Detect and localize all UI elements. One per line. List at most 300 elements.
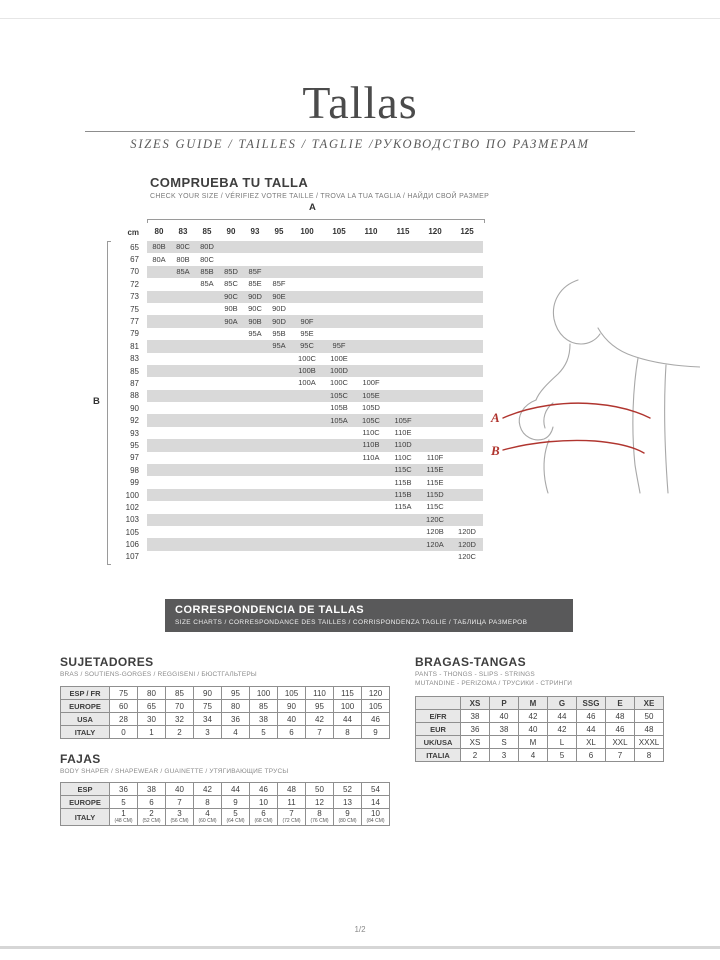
size-cell: 80A	[152, 254, 166, 264]
size-cell: 80B	[176, 254, 190, 264]
bras-table-wrap	[60, 686, 390, 739]
size-cells	[147, 241, 483, 253]
size-cells	[147, 315, 483, 327]
value-cell: 46	[577, 710, 606, 723]
value-cell: 52	[334, 783, 362, 796]
size-cell: 120A	[426, 539, 444, 549]
waist-outline-path	[544, 440, 549, 493]
value-cell: 4	[519, 749, 548, 762]
cm-sublabel: (80 CM)	[338, 818, 357, 824]
table-row	[61, 700, 390, 713]
value-cell: XS	[461, 736, 490, 749]
size-row	[113, 353, 483, 365]
column-header: 110	[364, 227, 378, 236]
size-row	[113, 464, 483, 476]
value-cell: 46	[250, 783, 278, 796]
row-label-cell: ITALY	[61, 726, 110, 739]
column-header: 125	[460, 227, 474, 236]
size-number: 8	[317, 809, 322, 818]
size-number: 4	[205, 809, 210, 818]
column-headers	[147, 225, 483, 239]
size-row	[113, 501, 483, 513]
table-row	[61, 783, 390, 796]
value-cell: XXL	[606, 736, 635, 749]
size-header-cell: P	[490, 697, 519, 710]
shapewear-section-subtitle: BODY SHAPER / SHAPEWEAR / GUAINETTE / УТЯГИВАЮЩИЕ ТРУСЫ	[60, 768, 289, 775]
value-cell: 42	[519, 710, 548, 723]
value-cell	[166, 809, 194, 826]
row-label: 100	[125, 490, 139, 500]
row-label: 65	[130, 242, 139, 252]
size-cell: 90E	[272, 291, 286, 301]
value-cell: 13	[334, 796, 362, 809]
unit-label: cm	[127, 227, 139, 237]
table-row	[416, 749, 664, 762]
size-row	[113, 526, 483, 538]
row-label: 75	[130, 304, 139, 314]
measure-label-b: B	[491, 443, 500, 458]
row-label: 88	[130, 391, 139, 401]
size-cell: 100D	[330, 366, 348, 376]
size-cell: 110B	[362, 440, 380, 450]
size-cell: 90D	[272, 304, 286, 314]
panties-section-title: BRAGAS-TANGAS	[415, 655, 526, 669]
size-cell: 80B	[152, 242, 166, 252]
value-cell: 110	[306, 687, 334, 700]
size-cell: 90F	[300, 316, 314, 326]
size-row	[113, 241, 483, 253]
row-label: 81	[130, 341, 139, 351]
table-row	[416, 710, 664, 723]
value-cell: 48	[606, 710, 635, 723]
size-header-cell: M	[519, 697, 548, 710]
size-cell: 120B	[426, 527, 444, 537]
row-label: 107	[125, 552, 139, 562]
value-cell: 48	[635, 723, 664, 736]
column-header: 105	[332, 227, 346, 236]
row-label-cell: UK/USA	[416, 736, 461, 749]
page-title: Tallas	[302, 77, 418, 128]
row-label: 93	[130, 428, 139, 438]
value-cell: 36	[222, 713, 250, 726]
size-cell: 105C	[362, 415, 380, 425]
value-cell	[306, 809, 334, 826]
panties-table-wrap	[415, 696, 664, 762]
size-cells	[147, 464, 483, 476]
panties-section-subtitle-2: MUTANDINE - PERIZOMA / ТРУСИКИ - СТРИНГИ	[415, 680, 573, 687]
value-cell: 10	[250, 796, 278, 809]
value-cell: 65	[138, 700, 166, 713]
value-cell: 38	[490, 723, 519, 736]
inner-bust-path	[544, 403, 553, 428]
page-top-edge	[0, 18, 720, 19]
size-cell: 95A	[272, 341, 286, 351]
shapewear-size-table	[60, 782, 390, 826]
value-cell: 80	[222, 700, 250, 713]
row-label-cell: E/FR	[416, 710, 461, 723]
value-cell: 7	[606, 749, 635, 762]
size-cell: 90D	[248, 291, 262, 301]
value-cell: 40	[166, 783, 194, 796]
row-label: 92	[130, 416, 139, 426]
size-row	[113, 390, 483, 402]
size-cell: 105E	[362, 390, 380, 400]
size-cell: 120C	[426, 514, 444, 524]
value-cell: 90	[194, 687, 222, 700]
value-cell: 80	[138, 687, 166, 700]
value-cell: 46	[362, 713, 390, 726]
panties-section-subtitle-1: PANTS - THONGS - SLIPS - STRINGS	[415, 671, 535, 678]
axis-a-bracket	[147, 219, 485, 223]
value-cell	[250, 809, 278, 826]
row-label: 95	[130, 440, 139, 450]
size-cell: 120D	[458, 527, 476, 537]
value-cell: 44	[222, 783, 250, 796]
size-header-cell: XS	[461, 697, 490, 710]
size-cell: 85E	[248, 279, 262, 289]
row-label-cell: ITALIA	[416, 749, 461, 762]
arm-outer-path	[665, 365, 668, 493]
size-cells	[147, 278, 483, 290]
value-cell: 36	[110, 783, 138, 796]
value-cell: 105	[278, 687, 306, 700]
matrix-rows	[113, 241, 483, 563]
row-label: 102	[125, 502, 139, 512]
row-label: 85	[130, 366, 139, 376]
bras-section-subtitle: BRAS / SOUTIENS-GORGES / REGGISENI / БЮСТГАЛЬТЕРЫ	[60, 671, 257, 678]
size-cell: 105A	[330, 415, 348, 425]
column-header: 95	[274, 227, 284, 236]
value-cell: 38	[138, 783, 166, 796]
table-row	[61, 809, 390, 826]
size-cells	[147, 538, 483, 550]
size-cells	[147, 489, 483, 501]
value-cell: 95	[222, 687, 250, 700]
value-cell	[110, 809, 138, 826]
bras-size-table	[60, 686, 390, 739]
size-cell: 115C	[394, 465, 412, 475]
row-label: 70	[130, 267, 139, 277]
value-cell: 120	[362, 687, 390, 700]
header-row	[416, 697, 664, 710]
value-cell: 32	[166, 713, 194, 726]
row-label-cell: ESP	[61, 783, 110, 796]
row-label: 87	[130, 378, 139, 388]
row-label: 103	[125, 515, 139, 525]
size-cell: 95F	[332, 341, 346, 351]
check-size-subtitle: CHECK YOUR SIZE / VÉRIFIEZ VOTRE TAILLE / TROVA LA TUA TAGLIA / НАЙДИ СВОЙ РАЗМЕР	[150, 193, 490, 200]
size-cell: 105B	[330, 403, 348, 413]
value-cell: 75	[110, 687, 138, 700]
size-cells	[147, 514, 483, 526]
correspondence-banner	[165, 599, 573, 632]
size-cells	[147, 452, 483, 464]
size-cell: 110E	[394, 428, 412, 438]
value-cell: 48	[278, 783, 306, 796]
size-number: 1	[121, 809, 126, 818]
column-header: 83	[178, 227, 188, 236]
size-number: 9	[345, 809, 350, 818]
value-cell: 3	[490, 749, 519, 762]
size-number: 3	[177, 809, 182, 818]
value-cell: 38	[461, 710, 490, 723]
value-cell: 44	[577, 723, 606, 736]
column-header: 85	[202, 227, 212, 236]
row-label: 98	[130, 465, 139, 475]
size-cell: 115E	[426, 465, 444, 475]
size-row	[113, 291, 483, 303]
size-cell: 85F	[248, 266, 262, 276]
size-row	[113, 315, 483, 327]
cm-sublabel: (68 CM)	[254, 818, 273, 824]
underbust-measure-line-b	[503, 440, 644, 453]
value-cell: 5	[250, 726, 278, 739]
size-cell: 110D	[394, 440, 412, 450]
size-row	[113, 365, 483, 377]
size-cell: 120D	[458, 539, 476, 549]
value-cell: S	[490, 736, 519, 749]
size-cells	[147, 353, 483, 365]
row-label-cell: EUR	[416, 723, 461, 736]
size-header-cell: XE	[635, 697, 664, 710]
value-cell: 6	[577, 749, 606, 762]
column-header: 90	[226, 227, 236, 236]
size-row	[113, 452, 483, 464]
size-row	[113, 489, 483, 501]
value-cell: 42	[306, 713, 334, 726]
column-header: 100	[300, 227, 314, 236]
size-row	[113, 253, 483, 265]
value-cell: 85	[166, 687, 194, 700]
value-cell: 100	[250, 687, 278, 700]
value-cell: 12	[306, 796, 334, 809]
head-outline-path	[553, 280, 600, 344]
value-cell: 60	[110, 700, 138, 713]
size-cells	[147, 377, 483, 389]
table-row	[61, 713, 390, 726]
row-label: 90	[130, 403, 139, 413]
size-cells	[147, 365, 483, 377]
size-cells	[147, 439, 483, 451]
value-cell: XL	[577, 736, 606, 749]
size-cell: 95E	[300, 328, 314, 338]
column-header: 120	[428, 227, 442, 236]
value-cell: 105	[362, 700, 390, 713]
table-row	[61, 687, 390, 700]
row-label-cell: ESP / FR	[61, 687, 110, 700]
value-cell: 6	[138, 796, 166, 809]
size-number: 7	[289, 809, 294, 818]
axis-b-bracket	[107, 241, 111, 565]
column-header: 80	[154, 227, 164, 236]
value-cell: 40	[519, 723, 548, 736]
size-cell: 85D	[224, 266, 238, 276]
value-cell: 8	[334, 726, 362, 739]
size-number: 6	[261, 809, 266, 818]
table-row	[416, 736, 664, 749]
table-row	[61, 796, 390, 809]
correspondence-subtitle: SIZE CHARTS / CORRESPONDANCE DES TAILLES / CORRISPONDENZA TAGLIE / ТАБЛИЦА РАЗМЕРОВ	[175, 619, 528, 626]
size-number: 5	[233, 809, 238, 818]
cm-sublabel: (64 CM)	[226, 818, 245, 824]
page-bottom-edge	[0, 946, 720, 949]
value-cell: L	[548, 736, 577, 749]
size-cell: 85C	[224, 279, 238, 289]
size-cells	[147, 328, 483, 340]
size-cell: 90A	[224, 316, 238, 326]
value-cell	[194, 809, 222, 826]
page-number: 1/2	[354, 925, 366, 934]
size-cell: 105F	[394, 415, 412, 425]
matrix-header-row	[113, 225, 483, 239]
cm-sublabel: (84 CM)	[366, 818, 385, 824]
size-header-cell: E	[606, 697, 635, 710]
value-cell: 40	[278, 713, 306, 726]
table-row	[416, 723, 664, 736]
value-cell: 6	[278, 726, 306, 739]
value-cell: 11	[278, 796, 306, 809]
value-cell: 7	[166, 796, 194, 809]
row-label: 83	[130, 354, 139, 364]
value-cell: 115	[334, 687, 362, 700]
size-cell: 110F	[426, 452, 444, 462]
cm-sublabel: (76 CM)	[310, 818, 329, 824]
shoulder-outline-path	[598, 328, 700, 367]
value-cell: 50	[635, 710, 664, 723]
cm-sublabel: (72 CM)	[282, 818, 301, 824]
value-cell: 38	[250, 713, 278, 726]
size-cells	[147, 253, 483, 265]
value-cell: 75	[194, 700, 222, 713]
cm-sublabel: (60 CM)	[198, 818, 217, 824]
value-cell: 34	[194, 713, 222, 726]
row-label: 79	[130, 329, 139, 339]
row-label: 77	[130, 317, 139, 327]
size-cells	[147, 266, 483, 278]
row-label-cell: EUROPE	[61, 700, 110, 713]
size-cell: 100C	[298, 353, 316, 363]
size-cell: 100F	[362, 378, 380, 388]
value-cell: 50	[306, 783, 334, 796]
size-cell: 115C	[426, 502, 444, 512]
size-cell: 85B	[200, 266, 214, 276]
column-header: 115	[396, 227, 410, 236]
row-label-cell: ITALY	[61, 809, 110, 826]
value-cell: 4	[222, 726, 250, 739]
size-row	[113, 414, 483, 426]
neck-chest-path	[536, 344, 570, 400]
value-cell	[334, 809, 362, 826]
size-cells	[147, 390, 483, 402]
arm-inner-path	[633, 358, 640, 493]
size-cell: 90B	[248, 316, 262, 326]
value-cell: M	[519, 736, 548, 749]
size-cell: 105D	[362, 403, 380, 413]
value-cell: 40	[490, 710, 519, 723]
size-cells	[147, 551, 483, 563]
size-cell: 90C	[224, 291, 238, 301]
size-matrix	[93, 200, 485, 568]
row-label: 97	[130, 453, 139, 463]
page-subtitle: SIZES GUIDE / TAILLES / TAGLIE /РУКОВОДСТВО ПО РАЗМЕРАМ	[130, 137, 590, 151]
row-label: 99	[130, 478, 139, 488]
subtitle-divider	[85, 131, 635, 132]
value-cell: 85	[250, 700, 278, 713]
value-cell: 46	[606, 723, 635, 736]
value-cell: 42	[194, 783, 222, 796]
size-cell: 120C	[458, 551, 476, 561]
value-cell: 9	[362, 726, 390, 739]
size-cells	[147, 427, 483, 439]
value-cell: 70	[166, 700, 194, 713]
measure-label-a: A	[491, 410, 500, 425]
size-cell: 105C	[330, 390, 348, 400]
column-header: 93	[250, 227, 260, 236]
size-header-cell: G	[548, 697, 577, 710]
size-number: 2	[149, 809, 154, 818]
size-cell: 100C	[330, 378, 348, 388]
size-cell: 80D	[200, 242, 214, 252]
value-cell: 8	[635, 749, 664, 762]
size-row	[113, 476, 483, 488]
value-cell: 5	[110, 796, 138, 809]
shapewear-section-title: FAJAS	[60, 752, 101, 766]
value-cell: 1	[138, 726, 166, 739]
size-cells	[147, 476, 483, 488]
value-cell	[362, 809, 390, 826]
value-cell: 30	[138, 713, 166, 726]
row-label: 73	[130, 292, 139, 302]
value-cell: 100	[334, 700, 362, 713]
size-cell: 100A	[298, 378, 316, 388]
row-label: 105	[125, 527, 139, 537]
value-cell: 95	[306, 700, 334, 713]
size-row	[113, 377, 483, 389]
size-row	[113, 328, 483, 340]
size-cell: 85A	[176, 266, 190, 276]
value-cell	[222, 809, 250, 826]
size-cell: 90C	[248, 304, 262, 314]
bust-measure-line-a	[503, 403, 650, 418]
size-number: 10	[371, 809, 380, 818]
size-cell: 100B	[298, 366, 316, 376]
size-cell: 100E	[330, 353, 348, 363]
size-row	[113, 303, 483, 315]
size-cell: 115A	[394, 502, 412, 512]
corner-cell	[416, 697, 461, 710]
value-cell: 9	[222, 796, 250, 809]
value-cell: 2	[461, 749, 490, 762]
size-cell: 115D	[426, 490, 444, 499]
size-cells	[147, 501, 483, 513]
value-cell: 28	[110, 713, 138, 726]
size-cell: 95C	[300, 341, 314, 351]
size-cell: 90D	[272, 316, 286, 326]
row-label: 67	[130, 255, 139, 265]
value-cell: 44	[334, 713, 362, 726]
figure-illustration	[490, 272, 700, 494]
size-row	[113, 551, 483, 563]
size-row	[113, 340, 483, 352]
size-row	[113, 514, 483, 526]
size-cells	[147, 303, 483, 315]
value-cell: 44	[548, 710, 577, 723]
value-cell: 8	[194, 796, 222, 809]
size-cell: 80C	[200, 254, 214, 264]
size-cell: 115B	[394, 477, 412, 487]
value-cell: 36	[461, 723, 490, 736]
size-row	[113, 427, 483, 439]
